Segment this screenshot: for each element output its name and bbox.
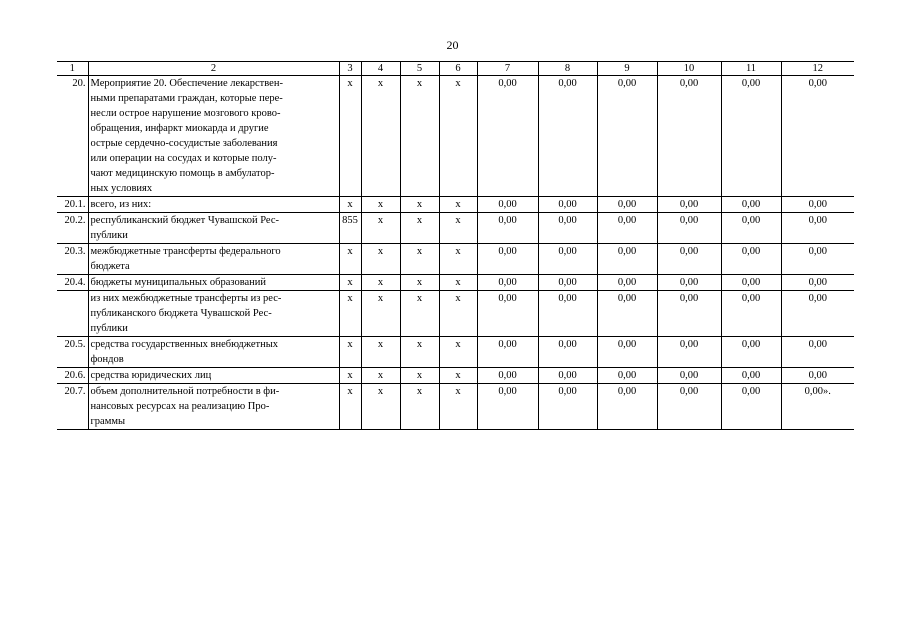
- row-number: 20.: [57, 76, 88, 197]
- value-cell-c4: х: [361, 275, 400, 291]
- value-cell-c7: 0,00: [477, 275, 538, 291]
- value-cell-c11: 0,00: [721, 275, 781, 291]
- row-number: 20.4.: [57, 275, 88, 291]
- header-cell: 6: [439, 62, 477, 76]
- value-cell-c4: х: [361, 213, 400, 244]
- value-cell-c7: 0,00: [477, 384, 538, 430]
- table-row: [57, 291, 854, 337]
- row-description: [88, 76, 339, 197]
- value-cell-c5: х: [400, 384, 439, 430]
- value-cell-c9: 0,00: [597, 275, 657, 291]
- header-cell: 1: [57, 62, 88, 76]
- row-description: [88, 275, 339, 291]
- row-description: [88, 244, 339, 275]
- value-cell-c9: 0,00: [597, 197, 657, 213]
- header-cell: 11: [721, 62, 781, 76]
- value-cell-c7: 0,00: [477, 244, 538, 275]
- row-description: [88, 213, 339, 244]
- value-cell-c9: 0,00: [597, 384, 657, 430]
- value-cell-c5: х: [400, 197, 439, 213]
- table-row: [57, 76, 854, 197]
- value-cell-c10: 0,00: [657, 197, 721, 213]
- value-cell-c11: 0,00: [721, 368, 781, 384]
- description-line: нансовых ресурсах на реализацию Про-: [90, 401, 270, 412]
- value-cell-c8: 0,00: [538, 275, 597, 291]
- value-cell-c5: х: [400, 76, 439, 197]
- description-line: бюджеты муниципальных образований: [90, 277, 267, 288]
- value-cell-c9: 0,00: [597, 76, 657, 197]
- value-cell-c10: 0,00: [657, 76, 721, 197]
- value-cell-c3: х: [339, 275, 361, 291]
- value-cell-c4: х: [361, 337, 400, 368]
- description-line: фондов: [90, 354, 124, 365]
- row-number: 20.2.: [57, 213, 88, 244]
- value-cell-c3: х: [339, 337, 361, 368]
- header-cell: 2: [88, 62, 339, 76]
- value-cell-c3: х: [339, 291, 361, 337]
- page-number: 20: [446, 38, 459, 52]
- value-cell-c7: 0,00: [477, 76, 538, 197]
- table-row: [57, 337, 854, 368]
- header-cell: 4: [361, 62, 400, 76]
- value-cell-c10: 0,00: [657, 291, 721, 337]
- value-cell-c11: 0,00: [721, 244, 781, 275]
- value-cell-c12: 0,00: [781, 244, 854, 275]
- value-cell-c11: 0,00: [721, 337, 781, 368]
- row-description: [88, 291, 339, 337]
- value-cell-c11: 0,00: [721, 76, 781, 197]
- value-cell-c12: 0,00: [781, 337, 854, 368]
- row-number: 20.6.: [57, 368, 88, 384]
- description-line: граммы: [90, 416, 126, 427]
- value-cell-c8: 0,00: [538, 213, 597, 244]
- description-line: республиканский бюджет Чувашской Рес-: [90, 215, 279, 226]
- value-cell-c5: х: [400, 291, 439, 337]
- row-number: [57, 291, 88, 337]
- description-line: всего, из них:: [90, 199, 152, 210]
- row-description: [88, 197, 339, 213]
- value-cell-c8: 0,00: [538, 244, 597, 275]
- value-cell-c8: 0,00: [538, 337, 597, 368]
- row-number: 20.7.: [57, 384, 88, 430]
- row-number: 20.3.: [57, 244, 88, 275]
- value-cell-c9: 0,00: [597, 368, 657, 384]
- header-cell: 7: [477, 62, 538, 76]
- value-cell-c3: х: [339, 244, 361, 275]
- table-row: [57, 275, 854, 291]
- description-line: средства государственных внебюджетных: [90, 339, 279, 350]
- description-line: объем дополнительной потребности в фи-: [90, 386, 280, 397]
- value-cell-c10: 0,00: [657, 275, 721, 291]
- value-cell-c8: 0,00: [538, 384, 597, 430]
- row-number: 20.1.: [57, 197, 88, 213]
- header-cell: 8: [538, 62, 597, 76]
- value-cell-c10: 0,00: [657, 337, 721, 368]
- value-cell-c7: 0,00: [477, 197, 538, 213]
- value-cell-c6: х: [439, 384, 477, 430]
- value-cell-c11: 0,00: [721, 384, 781, 430]
- value-cell-c4: х: [361, 291, 400, 337]
- value-cell-c7: 0,00: [477, 337, 538, 368]
- value-cell-c5: х: [400, 213, 439, 244]
- budget-table: [57, 61, 854, 430]
- value-cell-c12: 0,00: [781, 213, 854, 244]
- value-cell-c4: х: [361, 368, 400, 384]
- header-cell: 9: [597, 62, 657, 76]
- description-line: средства юридических лиц: [90, 370, 212, 381]
- value-cell-c12: 0,00: [781, 291, 854, 337]
- description-line: обращения, инфаркт миокарда и другие: [90, 123, 269, 134]
- value-cell-c5: х: [400, 368, 439, 384]
- value-cell-c6: х: [439, 337, 477, 368]
- value-cell-c7: 0,00: [477, 368, 538, 384]
- header-row: [57, 62, 854, 76]
- value-cell-c6: х: [439, 291, 477, 337]
- value-cell-c3: х: [339, 76, 361, 197]
- value-cell-c11: 0,00: [721, 291, 781, 337]
- table-row: [57, 197, 854, 213]
- description-line: публиканского бюджета Чувашской Рес-: [90, 308, 272, 319]
- value-cell-c7: 0,00: [477, 291, 538, 337]
- value-cell-c5: х: [400, 275, 439, 291]
- description-line: Мероприятие 20. Обеспечение лекарствен-: [90, 78, 283, 89]
- value-cell-c3: х: [339, 197, 361, 213]
- row-description: [88, 384, 339, 430]
- value-cell-c4: х: [361, 76, 400, 197]
- description-line: публики: [90, 323, 128, 334]
- value-cell-c10: 0,00: [657, 384, 721, 430]
- value-cell-c5: х: [400, 337, 439, 368]
- table-row: [57, 368, 854, 384]
- value-cell-c12: 0,00: [781, 197, 854, 213]
- value-cell-c10: 0,00: [657, 368, 721, 384]
- value-cell-c11: 0,00: [721, 197, 781, 213]
- value-cell-c4: х: [361, 197, 400, 213]
- description-line: публики: [90, 230, 128, 241]
- value-cell-c8: 0,00: [538, 291, 597, 337]
- value-cell-c9: 0,00: [597, 213, 657, 244]
- value-cell-c5: х: [400, 244, 439, 275]
- description-line: ными препаратами граждан, которые пере-: [90, 93, 283, 104]
- value-cell-c6: х: [439, 244, 477, 275]
- value-cell-c10: 0,00: [657, 213, 721, 244]
- table-row: [57, 213, 854, 244]
- value-cell-c11: 0,00: [721, 213, 781, 244]
- header-cell: 12: [781, 62, 854, 76]
- row-number: 20.5.: [57, 337, 88, 368]
- description-line: несли острое нарушение мозгового крово-: [90, 108, 281, 119]
- value-cell-c6: х: [439, 76, 477, 197]
- header-cell: 10: [657, 62, 721, 76]
- value-cell-c6: х: [439, 368, 477, 384]
- header-cell: 3: [339, 62, 361, 76]
- value-cell-c8: 0,00: [538, 197, 597, 213]
- value-cell-c12: 0,00: [781, 368, 854, 384]
- value-cell-c9: 0,00: [597, 337, 657, 368]
- value-cell-c7: 0,00: [477, 213, 538, 244]
- value-cell-c10: 0,00: [657, 244, 721, 275]
- description-line: бюджета: [90, 261, 130, 272]
- header-cell: 5: [400, 62, 439, 76]
- table-row: [57, 244, 854, 275]
- value-cell-c4: х: [361, 244, 400, 275]
- row-description: [88, 368, 339, 384]
- value-cell-c12: 0,00: [781, 76, 854, 197]
- row-description: [88, 337, 339, 368]
- value-cell-c3: х: [339, 384, 361, 430]
- value-cell-c6: х: [439, 213, 477, 244]
- value-cell-c6: х: [439, 197, 477, 213]
- description-line: острые сердечно-сосудистые заболевания: [90, 138, 278, 149]
- value-cell-c9: 0,00: [597, 291, 657, 337]
- value-cell-c4: х: [361, 384, 400, 430]
- value-cell-c12: 0,00».: [781, 384, 854, 430]
- description-line: чают медицинскую помощь в амбулатор-: [90, 168, 275, 179]
- value-cell-c12: 0,00: [781, 275, 854, 291]
- value-cell-c6: х: [439, 275, 477, 291]
- value-cell-c3: 855: [339, 213, 361, 244]
- table-row: [57, 384, 854, 430]
- value-cell-c8: 0,00: [538, 368, 597, 384]
- value-cell-c8: 0,00: [538, 76, 597, 197]
- description-line: из них межбюджетные трансферты из рес-: [90, 293, 282, 304]
- value-cell-c9: 0,00: [597, 244, 657, 275]
- description-line: или операции на сосудах и которые полу-: [90, 153, 277, 164]
- value-cell-c3: х: [339, 368, 361, 384]
- description-line: ных условиях: [90, 183, 153, 194]
- table-body: [57, 62, 854, 430]
- description-line: межбюджетные трансферты федерального: [90, 246, 281, 257]
